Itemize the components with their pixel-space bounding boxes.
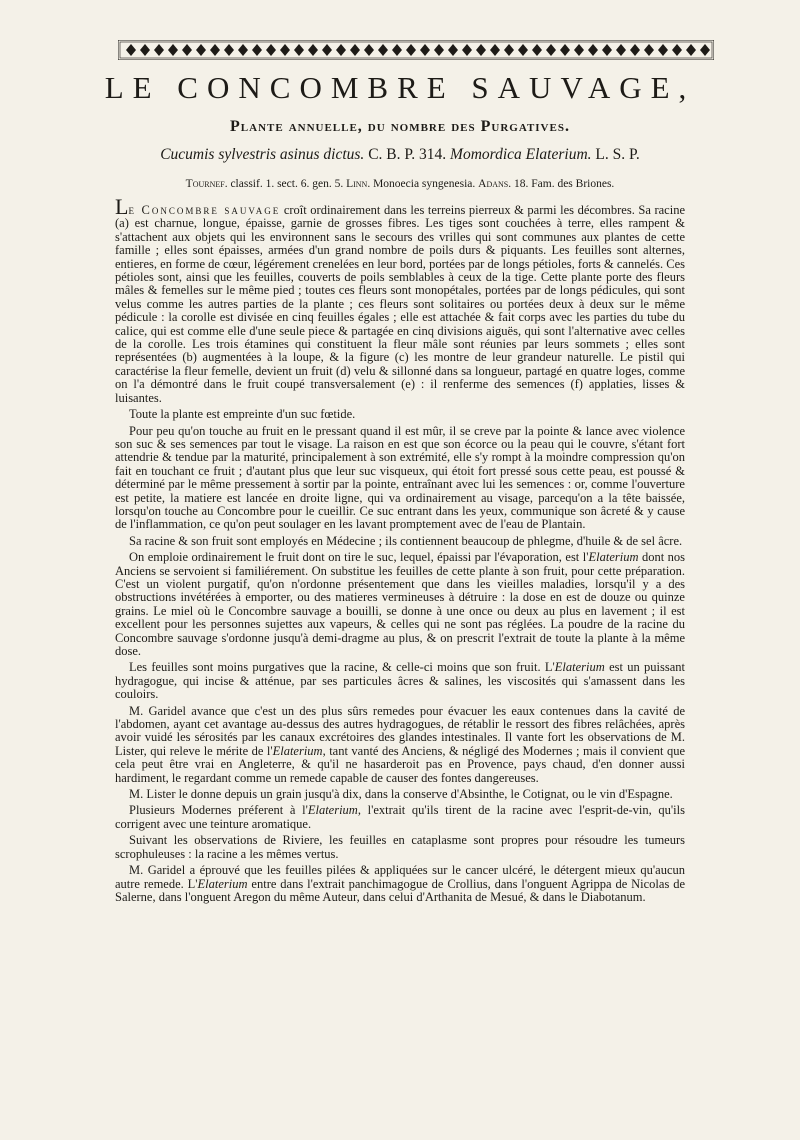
ornament-motif — [378, 44, 388, 56]
ornament-motif — [350, 44, 360, 56]
paragraph-fruit: Pour peu qu'on touche au fruit en le pressant quand il est mûr, il se creve par la pointe & lance avec violence son suc & ses semences par tout le visage. La raison en est que son écorce ou la peau qui le couvre, s'étant fort attendrie & tendue par la maturité, principalement à son extrémité, elle s'y rompt à la moindre compression qu'on fait en touchant ce fruit ; d'autant plus que leur suc visqueux, qui étoit fort pressé sous cette peau, est poussé & déterminé par le même pressement à sortir par la pointe, entraînant avec lui les semences : or, comme l'ouverture est petite, la matiere est lancée en droite ligne, qui va ordinairement au visage, parcequ'on a la tête baissée, lorsqu'on touche au Concombre pour le cueillir. Ce suc entrant dans les yeux, communique son âcreté & y cause de l'inflammation, ce qu'on peut soulager en les lavant promptement avec de l'eau de Plantain. — [115, 423, 685, 532]
lead-smallcaps: e Concombre sauvage — [128, 203, 281, 217]
ornament-motif — [210, 44, 220, 56]
class-adans: Adans. — [478, 178, 512, 190]
ornament-motif — [322, 44, 332, 56]
ornament-motif — [700, 44, 710, 56]
ornament-motif — [504, 44, 514, 56]
page-subtitle: Plante annuelle, du nombre des Purgatives. — [230, 118, 570, 135]
paragraph-cancer — [115, 864, 685, 904]
text-run: dont nos Anciens se servoient si familiérement. On substitue les feuilles de cette plante à son fruit, pour cette préparation. C'est un violent purgatif, qu'on n'ordonne présentement que dans les vieilles maladies, lorsqu'il y a des obstructions invétérées à emporter, ou des matieres vermineuses à détruire : la dose en est de douze ou quinze grains. Le miel où le Concombre sauvage a bouilli, se donne à une once ou deux au plus en lavement ; il est excellent pour les personnes sujettes aux vapeurs, & celles qui ne sont pas réglées. La poudre de la racine du Concombre sauvage s'ordonne jusqu'à demi-dragme au plus, & on prescrit l'extrait de toute la plante à la même dose. — [115, 550, 686, 658]
italic-term: Elaterium — [554, 660, 605, 675]
ornament-motif — [224, 44, 234, 56]
ornament-motif — [616, 44, 626, 56]
synonym-ref-2: L. S. P. — [595, 146, 640, 163]
text-run: , l'extrait qu'ils tirent de la racine avec l'esprit-de-vin, qu'ils corrigent avec une teinture aromatique. — [115, 803, 685, 831]
page-title: LE CONCOMBRE SAUVAGE, — [104, 70, 696, 105]
class-linn: Linn. — [346, 178, 371, 190]
text-run: Les feuilles sont moins purgatives que la racine, & celle-ci moins que son fruit. L' — [129, 660, 555, 675]
ornament-motif — [588, 44, 598, 56]
ornament-motif — [252, 44, 262, 56]
class-tournef-ref: classif. 1. sect. 6. gen. 5. — [227, 178, 347, 190]
class-linn-ref: Monoecia syngenesia. — [370, 178, 479, 190]
ornament-motif — [476, 44, 486, 56]
paragraph-garidel — [115, 705, 685, 785]
paragraph-elaterium — [115, 551, 685, 658]
ornament-motif — [546, 44, 556, 56]
paragraph-medicine: Sa racine & son fruit sont employés en Médecine ; ils contiennent beaucoup de phlegme, d'huile & de sel âcre. — [129, 533, 683, 548]
ornament-motif — [490, 44, 500, 56]
paragraph-description — [115, 194, 685, 405]
ornament-motif — [140, 44, 150, 56]
text-run: entre dans l'extrait panchimagogue de Crollius, dans l'onguent Agrippa de Nicolas de Salerne, dans l'onguent Aregon du même Auteur, dans celui d'Arthanita de Mesué, & dans le Diabotanum. — [115, 876, 685, 904]
ornament-motif — [602, 44, 612, 56]
ornament-motif — [238, 44, 248, 56]
class-tournef: Tournef. — [185, 178, 228, 190]
paragraph-odor: Toute la plante est empreinte d'un suc fœtide. — [129, 407, 356, 422]
body-text — [115, 194, 686, 907]
ornament-motif — [532, 44, 542, 56]
ornament-motif — [672, 44, 682, 56]
ornament-motif — [266, 44, 276, 56]
text-run: M. Garidel a éprouvé que les feuilles pilées & appliquées sur le cancer ulcéré, le détergent mieux qu'aucun autre remede. L' — [115, 863, 685, 891]
paragraph-lister: M. Lister le donne depuis un grain jusqu'à dix, dans la conserve d'Absinthe, le Cotignat, ou le vin d'Espagne. — [129, 787, 673, 802]
drop-cap: L — [115, 194, 129, 219]
synonym-latin-2: Momordica Elaterium. — [450, 146, 596, 163]
ornament-motif — [658, 44, 668, 56]
paragraph-text: croît ordinairement dans les terreins pierreux & parmi les décombres. Sa racine (a) est charnue, longue, épaisse, garnie de grosses fibres. Les tiges sont couchées à terre, elles rampent & s'attachent aux objets qui les environnent sans le secours des vrilles qui sont communes aux plantes de cette famille ; elles sont épaisses, armées d'un grand nombre de poils durs & piquants. Les feuilles sont alternes, entieres, en forme de cœur, légérement crenelées en leur bord, portées par de longs pétioles, forts & cannelés. Ces pétioles sont, ainsi que les feuilles, couverts de poils semblables à ceux de la tige. Cette plante porte des fleurs mâles & femelles sur le même pied ; toutes ces fleurs sont monopétales, portées par de longs pédicules, qui sont velus comme les autres parties de la plante ; ces fleurs sont solitaires ou portées deux à deux sur le même pédicule : la corolle est divisée en cinq feuilles égales ; elle est attachée & fait corps avec les parties du tube du calice, qui est comme elle d'une seule piece & partagée en cinq divisions aiguës, qui sont l'alternative avec celles de la corolle. Les trois étamines qui constituent la fleur mâle sont réunies par leurs sommets ; elles sont représentées (b) augmentées à la loupe, & la figure (c) les montre de leur grandeur naturelle. Le pistil qui caractérise la fleur femelle, devient un fruit (d) velu & sillonné dans sa longueur, partagé en quatre loges, comme on l'a démontré dans le fruit coupé transversalement (e) : il renferme des semences (f) applaties, lisses & luisantes. — [115, 203, 685, 405]
paragraph-leaves — [115, 661, 685, 701]
ornament-motif — [434, 44, 444, 56]
ornament-motif — [154, 44, 164, 56]
paragraph-moderns — [115, 804, 685, 831]
italic-term: Elaterium — [588, 550, 639, 565]
text-run: est un puissant hydragogue, qui incise & atténue, par ses particules âcres & salines, les viscosités qui s'amassent dans les couloirs. — [115, 660, 686, 702]
text-run: , tant vanté des Anciens, & négligé des Modernes ; mais il convient que cela peut être vrai en Angleterre, & qu'il ne hasarderoit pas en Provence, pays chaud, d'en donner aussi hardiment, le regardant comme un remede capable de causer des fontes dangereuses. — [115, 743, 685, 785]
botanical-synonyms — [0, 146, 800, 164]
synonym-ref-1: C. B. P. 314. — [368, 146, 451, 163]
classification-line — [0, 178, 800, 190]
text-run: M. Garidel avance que c'est un des plus sûrs remedes pour évacuer les eaux contenues dans la cavité de l'abdomen, ayant cet avantage au-dessus des autres hydragogues, de rétablir le ressort des fibres relâchées, après avoir vuidé les sérosités par les canaux excrétoires des glandes intestinales. Il vante fort les observations de M. Lister, qui releve le mérite de l' — [115, 703, 685, 758]
ornament-motif — [560, 44, 570, 56]
italic-term: Elaterium — [197, 876, 248, 891]
text-run: On emploie ordinairement le fruit dont on tire le suc, lequel, épaissi par l'évaporation, est l' — [129, 550, 589, 565]
ornament-motif — [182, 44, 192, 56]
paragraph-riviere: Suivant les observations de Riviere, les feuilles en cataplasme sont propres pour résoudre les tumeurs scrophuleuses : la racine a les mêmes vertus. — [115, 833, 685, 861]
synonym-latin-1: Cucumis sylvestris asinus dictus. — [160, 146, 369, 163]
ornament-motif — [126, 44, 136, 56]
ornament-motif — [280, 44, 290, 56]
ornament-motif — [644, 44, 654, 56]
italic-term: Elaterium — [272, 743, 323, 758]
ornament-motif — [420, 44, 430, 56]
italic-term: Elaterium — [307, 803, 358, 818]
ornament-motif — [574, 44, 584, 56]
ornament-motif — [308, 44, 318, 56]
decorative-border-icon — [118, 40, 714, 60]
ornament-motif — [196, 44, 206, 56]
ornament-motif — [336, 44, 346, 56]
class-adans-ref: 18. Fam. des Briones. — [511, 178, 615, 190]
ornament-motif — [686, 44, 696, 56]
ornament-motif — [294, 44, 304, 56]
ornament-motif — [630, 44, 640, 56]
ornament-motif — [518, 44, 528, 56]
ornament-motif — [392, 44, 402, 56]
ornament-motif — [168, 44, 178, 56]
ornament-motif — [406, 44, 416, 56]
ornament-motif — [448, 44, 458, 56]
text-run: Plusieurs Modernes préferent à l' — [129, 803, 308, 818]
ornament-motif — [364, 44, 374, 56]
ornament-motif — [462, 44, 472, 56]
